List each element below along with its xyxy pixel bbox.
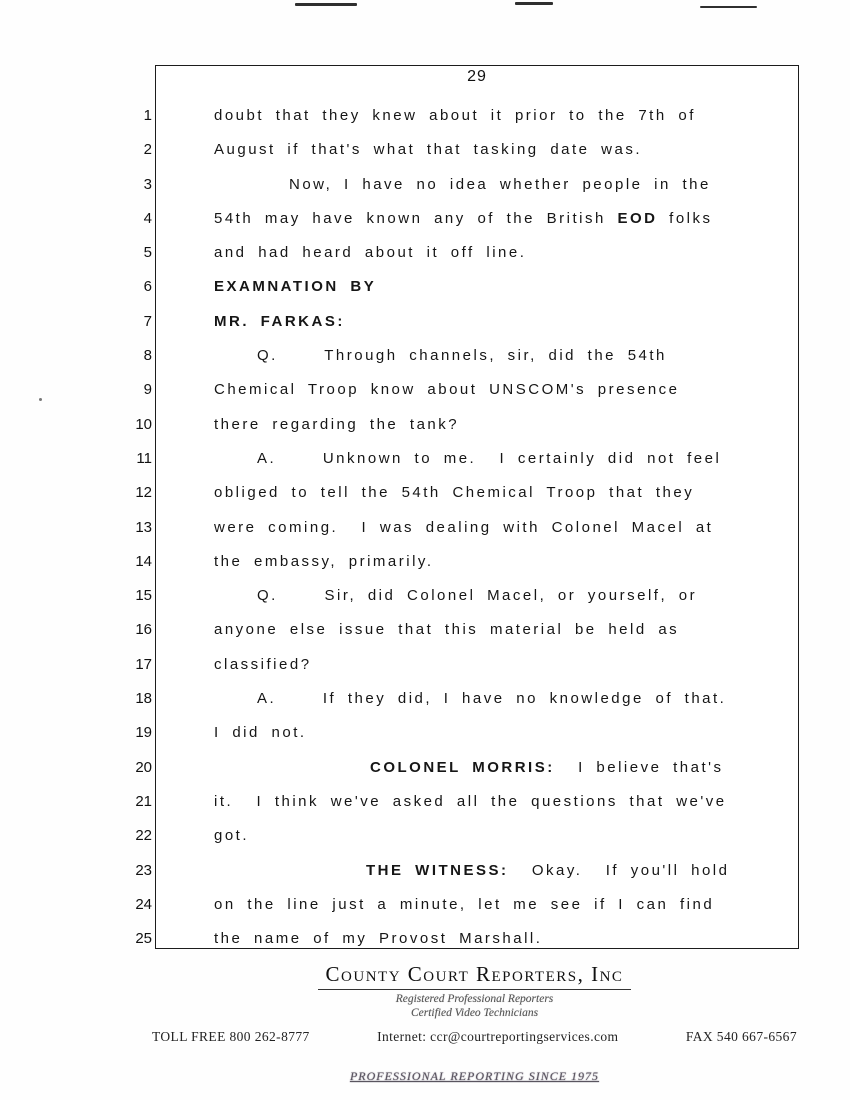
fax-number: FAX 540 667-6567 bbox=[685, 1029, 797, 1044]
transcript-line bbox=[135, 545, 798, 579]
line-number: 14 bbox=[135, 552, 152, 570]
line-text: August if that's what that tasking date was. bbox=[214, 141, 643, 159]
transcript-line bbox=[135, 854, 798, 888]
line-number: 10 bbox=[135, 415, 152, 433]
line-text: the embassy, primarily. bbox=[214, 552, 434, 570]
transcript-box bbox=[135, 65, 799, 949]
line-text: EXAMNATION BY bbox=[214, 278, 377, 296]
line-number: 6 bbox=[143, 278, 152, 296]
line-text: Q. Through channels, sir, did the 54th bbox=[257, 347, 667, 365]
line-text: anyone else issue that this material be held as bbox=[214, 621, 680, 639]
line-text: classified? bbox=[214, 655, 312, 673]
line-text: were coming. I was dealing with Colonel Macel at bbox=[214, 518, 714, 536]
line-number: 23 bbox=[135, 861, 152, 879]
line-number: 20 bbox=[135, 758, 152, 776]
line-number: 3 bbox=[143, 175, 152, 193]
company-name: County Court Reporters, Inc bbox=[318, 962, 632, 990]
transcript-line bbox=[135, 476, 798, 510]
transcript-line bbox=[136, 442, 798, 476]
transcript-line bbox=[135, 408, 798, 442]
transcript-line bbox=[143, 305, 798, 339]
line-number: 22 bbox=[135, 827, 152, 845]
line-text: and had heard about it off line. bbox=[214, 244, 527, 262]
transcript-line bbox=[143, 133, 798, 167]
transcript-line bbox=[135, 751, 798, 785]
transcript-line bbox=[143, 99, 798, 133]
line-number: 8 bbox=[143, 347, 152, 365]
line-text: there regarding the tank? bbox=[214, 415, 460, 433]
line-number: 5 bbox=[143, 244, 152, 262]
transcript-line bbox=[143, 270, 798, 304]
line-number: 24 bbox=[135, 895, 152, 913]
line-text: A. If they did, I have no knowledge of that. bbox=[257, 690, 727, 708]
line-number: 21 bbox=[135, 792, 152, 810]
transcript-line bbox=[143, 202, 798, 236]
toll-free-number: TOLL FREE 800 262-8777 bbox=[152, 1029, 310, 1044]
transcript-lines bbox=[135, 99, 798, 956]
transcript-line bbox=[135, 613, 798, 647]
transcript-line bbox=[143, 373, 798, 407]
transcript-line bbox=[135, 716, 798, 750]
transcript-line bbox=[135, 648, 798, 682]
line-text: got. bbox=[214, 827, 250, 845]
internet-address: Internet: ccr@courtreportingservices.com bbox=[377, 1029, 619, 1044]
transcript-line bbox=[135, 888, 798, 922]
line-text: Chemical Troop know about UNSCOM's presence bbox=[214, 381, 680, 399]
line-text: on the line just a minute, let me see if I can find bbox=[214, 895, 715, 913]
line-number: 11 bbox=[136, 449, 152, 467]
transcript-line bbox=[135, 511, 798, 545]
transcript-line bbox=[135, 579, 798, 613]
line-number: 25 bbox=[135, 930, 152, 948]
line-text: THE WITNESS: Okay. If you'll hold bbox=[366, 861, 730, 879]
line-number: 7 bbox=[143, 312, 152, 330]
transcript-line bbox=[143, 236, 798, 270]
line-text: Now, I have no idea whether people in the bbox=[289, 175, 711, 193]
line-number: 19 bbox=[135, 724, 152, 742]
line-text: doubt that they knew about it prior to the 7th of bbox=[214, 107, 696, 124]
line-number: 2 bbox=[143, 141, 152, 159]
transcript-line bbox=[143, 168, 798, 202]
footer-contact-row bbox=[152, 1029, 797, 1045]
line-number: 12 bbox=[135, 484, 152, 502]
line-text: Q. Sir, did Colonel Macel, or yourself, or bbox=[257, 587, 698, 605]
line-text: it. I think we've asked all the questions that we've bbox=[214, 792, 727, 810]
footer-script-motto: PROFESSIONAL REPORTING SINCE 1975 bbox=[349, 1069, 600, 1083]
footer-script-row bbox=[152, 1045, 797, 1085]
scan-artifact bbox=[700, 6, 757, 8]
line-text: the name of my Provost Marshall. bbox=[214, 930, 543, 948]
line-text: obliged to tell the 54th Chemical Troop that they bbox=[214, 484, 695, 502]
line-text: 54th may have known any of the British EOD folks bbox=[214, 209, 713, 227]
transcript-line bbox=[135, 922, 798, 956]
line-number: 18 bbox=[135, 690, 152, 708]
transcript-line bbox=[135, 785, 798, 819]
scan-artifact bbox=[515, 2, 553, 5]
scan-artifact bbox=[295, 3, 357, 6]
company-name-row bbox=[152, 962, 797, 990]
line-number: 17 bbox=[135, 655, 152, 673]
line-number: 1 bbox=[143, 107, 152, 124]
line-text: COLONEL MORRIS: I believe that's bbox=[370, 758, 724, 776]
reporter-footer bbox=[152, 962, 797, 1085]
line-text: A. Unknown to me. I certainly did not feel bbox=[257, 449, 722, 467]
line-number: 15 bbox=[135, 587, 152, 605]
transcript-line bbox=[135, 819, 798, 853]
line-number: 9 bbox=[143, 381, 152, 399]
line-text: MR. FARKAS: bbox=[214, 312, 345, 330]
footer-tagline-certified: Certified Video Technicians bbox=[410, 1006, 539, 1019]
transcript-line bbox=[135, 682, 798, 716]
line-number: 13 bbox=[135, 518, 152, 536]
page-number: 29 bbox=[467, 68, 487, 85]
line-number: 16 bbox=[135, 621, 152, 639]
line-number: 4 bbox=[143, 209, 152, 227]
transcript-line bbox=[143, 339, 798, 373]
scan-artifact bbox=[39, 398, 42, 401]
line-text: I did not. bbox=[214, 724, 307, 742]
footer-tagline-registered: Registered Professional Reporters bbox=[395, 993, 554, 1005]
